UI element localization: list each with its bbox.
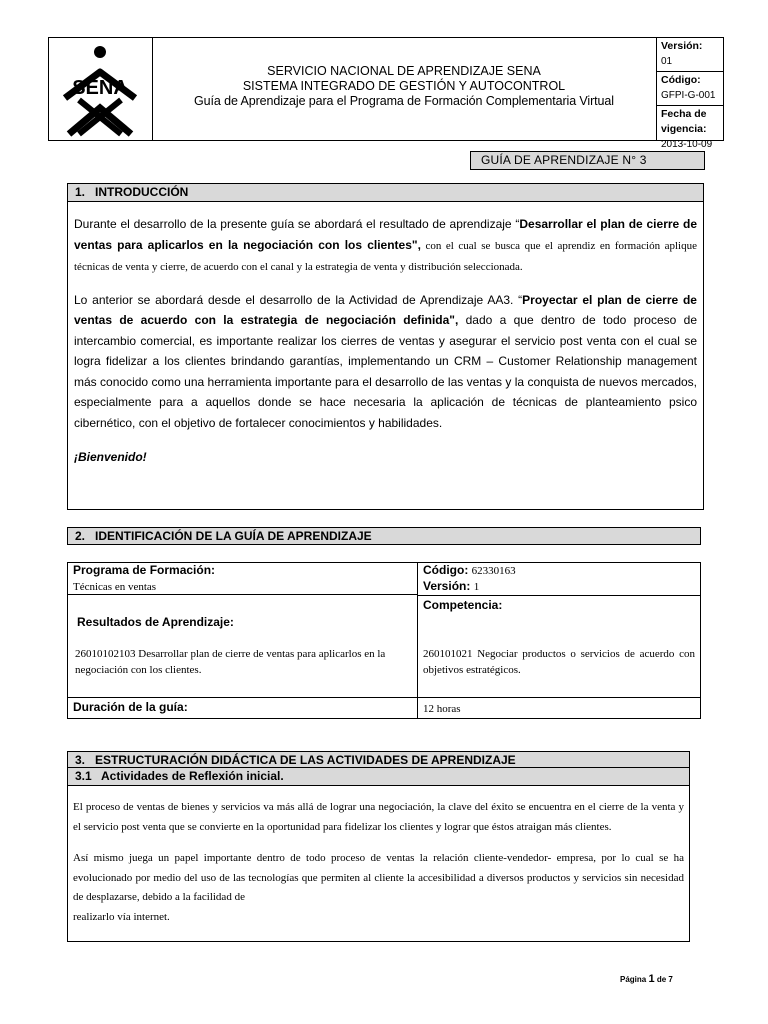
intro-p2-c: dado a que dentro de todo proceso de intercambio comercial, es importante realizar los cierres de ventas y asegurar el servicio post venta con el cual se logra fidelizar a los clientes brindando garantías, implementando un CRM – Customer Relationship management más conocido como una herramienta importante para el desarrollo de las ventas y la conquista de nuevos mercados, especialmente para a aquellos donde se hace necesaria la aplicación de técnicas de planteamiento psico cibernético, con el objetivo de fortalecer conocimientos y habilidades. <box>74 313 697 430</box>
version-value: 01 <box>661 56 673 67</box>
program-label-cell <box>73 563 215 578</box>
intro-paragraph-2 <box>74 290 697 434</box>
reflection-paragraph-2: Así mismo juega un papel importante dentro de todo proceso de ventas la relación cliente-vendedor- empresa, por lo cual se ha evolucionado por medio del uso de las tecnologías que permiten al cliente la accesibilidad a diversos productos y servicios sin necesidad de desplazarse, debido a la facilidad de <box>73 852 684 903</box>
code-cell <box>657 72 723 106</box>
sena-logo <box>49 38 153 140</box>
system-name: SISTEMA INTEGRADO DE GESTIÓN Y AUTOCONTROL <box>242 79 566 93</box>
reflection-paragraph-1: El proceso de ventas de bienes y servicios va más allá de lograr una negociación, la clave del éxito se encuentra en el cierre de la venta y el servicio post venta que se convierte en la oportunidad para fidelizar los clientes y lograr que éstos atraigan más clientes. <box>73 801 684 833</box>
section3-1-num: 3.1 <box>75 769 92 783</box>
sena-logo-text: SENA <box>72 77 128 99</box>
results-label: Resultados de Aprendizaje: <box>77 615 234 629</box>
section3-bar <box>67 751 690 768</box>
reflection-box <box>67 786 690 942</box>
program-label: Programa de Formación: <box>73 563 216 577</box>
duration-label: Duración de la guía: <box>73 700 188 714</box>
results-label-cell <box>77 615 234 630</box>
page-of-label: de <box>656 975 667 984</box>
section3-1-title: Actividades de Reflexión inicial. <box>101 769 284 783</box>
section2-num: 2. <box>75 529 86 543</box>
intro-p1-b: Desarrollar el plan de cierre de ventas para aplicarlos en la negociación con los clientes", <box>74 217 697 252</box>
section2-title: IDENTIFICACIÓN DE LA GUÍA DE APRENDIZAJE <box>95 529 372 543</box>
section3-num: 3. <box>75 753 86 767</box>
section2-bar <box>67 527 701 545</box>
date-value: 2013-10-09 <box>661 139 713 150</box>
header-title-block <box>152 38 657 140</box>
section1-title: INTRODUCCIÓN <box>95 185 189 199</box>
prog-code-value: 62330163 <box>471 565 516 577</box>
intro-p1-a: Durante el desarrollo de la presente guía se abordará el resultado de aprendizaje “ <box>74 217 520 231</box>
version-row <box>423 579 479 595</box>
reflection-paragraph-2-end: realizarlo vía internet. <box>73 910 170 923</box>
version-label: Versión: <box>661 40 703 52</box>
guide-type: Guía de Aprendizaje para el Programa de Formación Complementaria Virtual <box>194 94 614 108</box>
intro-p1-c: con el cual se busca que el aprendiz en formación aplique técnicas de venta y cierre, de acuerdo con el canal y la estrategia de venta y distribución seleccionada. <box>74 239 697 273</box>
document-header <box>48 37 724 150</box>
welcome-text: ¡Bienvenido! <box>74 450 147 464</box>
code-value: GFPI-G-001 <box>661 90 716 101</box>
code-row <box>423 563 516 579</box>
page-number <box>620 973 673 985</box>
page-current: 1 <box>648 973 655 985</box>
introduction-box <box>67 200 704 510</box>
prog-code-label: Código: <box>423 563 469 577</box>
intro-paragraph-1 <box>74 214 697 278</box>
duration-label-cell <box>73 700 188 715</box>
date-label: Fecha de vigencia: <box>661 108 707 135</box>
guide-number: GUÍA DE APRENDIZAJE N° 3 <box>470 151 705 170</box>
intro-p2-b: Proyectar el plan de cierre de ventas de acuerdo con la estrategia de negociación definida", <box>74 292 697 327</box>
code-label: Código: <box>661 74 701 86</box>
identification-table <box>67 562 701 719</box>
version-cell <box>657 38 723 72</box>
header-meta <box>657 38 723 150</box>
competence-label: Competencia: <box>423 598 503 612</box>
section1-num: 1. <box>75 185 86 199</box>
org-name: SERVICIO NACIONAL DE APRENDIZAJE SENA <box>267 64 541 78</box>
duration-value: 12 horas <box>423 703 461 715</box>
prog-version-value: 1 <box>473 581 480 593</box>
date-cell <box>657 106 723 150</box>
results-value: 26010102103 Desarrollar plan de cierre de ventas para aplicarlos en la negociación con los clientes. <box>75 648 386 676</box>
program-value: Técnicas en ventas <box>73 581 157 593</box>
intro-p2-a: Lo anterior se abordará desde el desarrollo de la Actividad de Aprendizaje AA3. “ <box>74 292 523 307</box>
page-label: Página <box>620 975 647 984</box>
competence-value: 260101021 Negociar productos o servicios de acuerdo con objetivos estratégicos. <box>423 648 695 676</box>
section3-title: ESTRUCTURACIÓN DIDÁCTICA DE LAS ACTIVIDADES DE APRENDIZAJE <box>95 753 516 767</box>
section3-1-bar <box>67 767 690 786</box>
sena-logo-icon <box>49 38 152 140</box>
page-total: 7 <box>668 975 673 984</box>
prog-version-label: Versión: <box>423 579 471 593</box>
competence-label-cell <box>423 598 502 613</box>
